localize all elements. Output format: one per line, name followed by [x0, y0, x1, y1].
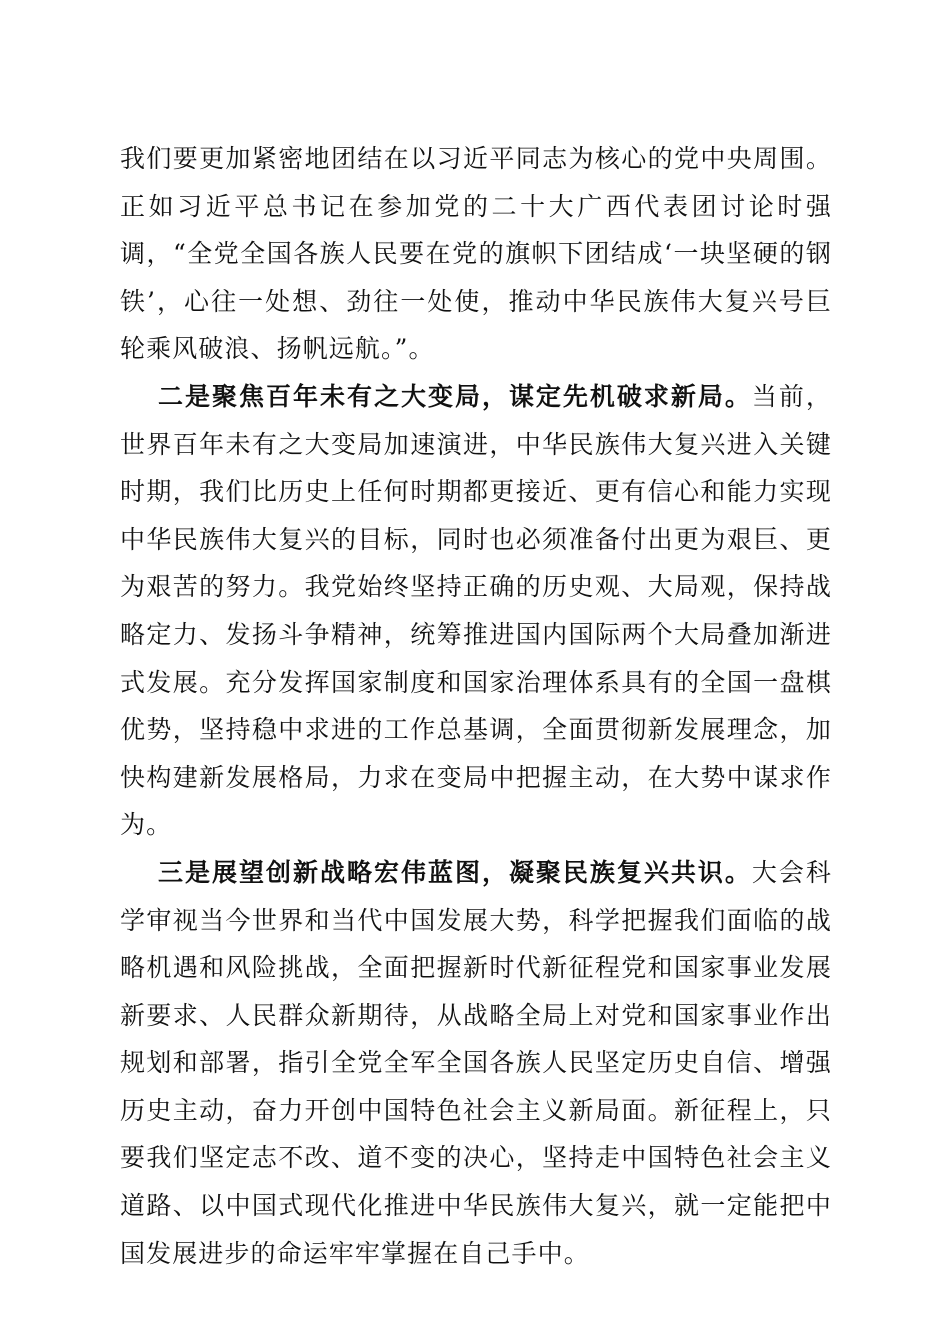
paragraph-continuation — [120, 135, 832, 373]
paragraph-point-three — [120, 849, 832, 1277]
paragraph-lead: 二是聚焦百年未有之大变局，谋定先机破求新局。 — [158, 381, 752, 411]
paragraph-point-two — [120, 373, 832, 849]
document-body — [120, 135, 832, 1277]
paragraph-text: 当前，世界百年未有之大变局加速演进，中华民族伟大复兴进入关键时期，我们比历史上任何时期都更接近、更有信心和能力实现中华民族伟大复兴的目标，同时也必须准备付出更为艰巨、更为艰苦的努力。我党始终坚持正确的历史观、大局观，保持战略定力、发扬斗争精神，统筹推进国内国际两个大局叠加渐进式发展。充分发挥国家制度和国家治理体系具有的全国一盘棋优势，坚持稳中求进的工作总基调，全面贯彻新发展理念，加快构建新发展格局，力求在变局中把握主动，在大势中谋求作为。 — [120, 381, 832, 840]
paragraph-lead: 三是展望创新战略宏伟蓝图，凝聚民族复兴共识。 — [158, 857, 752, 887]
paragraph-text: 我们要更加紧密地团结在以习近平同志为核心的党中央周围。正如习近平总书记在参加党的二十大广西代表团讨论时强调，“全党全国各族人民要在党的旗帜下团结成‘一块坚硬的钢铁’，心往一处想、劲往一处使，推动中华民族伟大复兴号巨轮乘风破浪、扬帆远航。”。 — [120, 144, 832, 364]
paragraph-text: 大会科学审视当今世界和当代中国发展大势，科学把握我们面临的战略机遇和风险挑战，全面把握新时代新征程党和国家事业发展新要求、人民群众新期待，从战略全局上对党和国家事业作出规划和部署，指引全党全军全国各族人民坚定历史自信、增强历史主动，奋力开创中国特色社会主义新局面。新征程上，只要我们坚定志不改、道不变的决心，坚持走中国特色社会主义道路、以中国式现代化推进中华民族伟大复兴，就一定能把中国发展进步的命运牢牢掌握在自己手中。 — [120, 857, 832, 1268]
